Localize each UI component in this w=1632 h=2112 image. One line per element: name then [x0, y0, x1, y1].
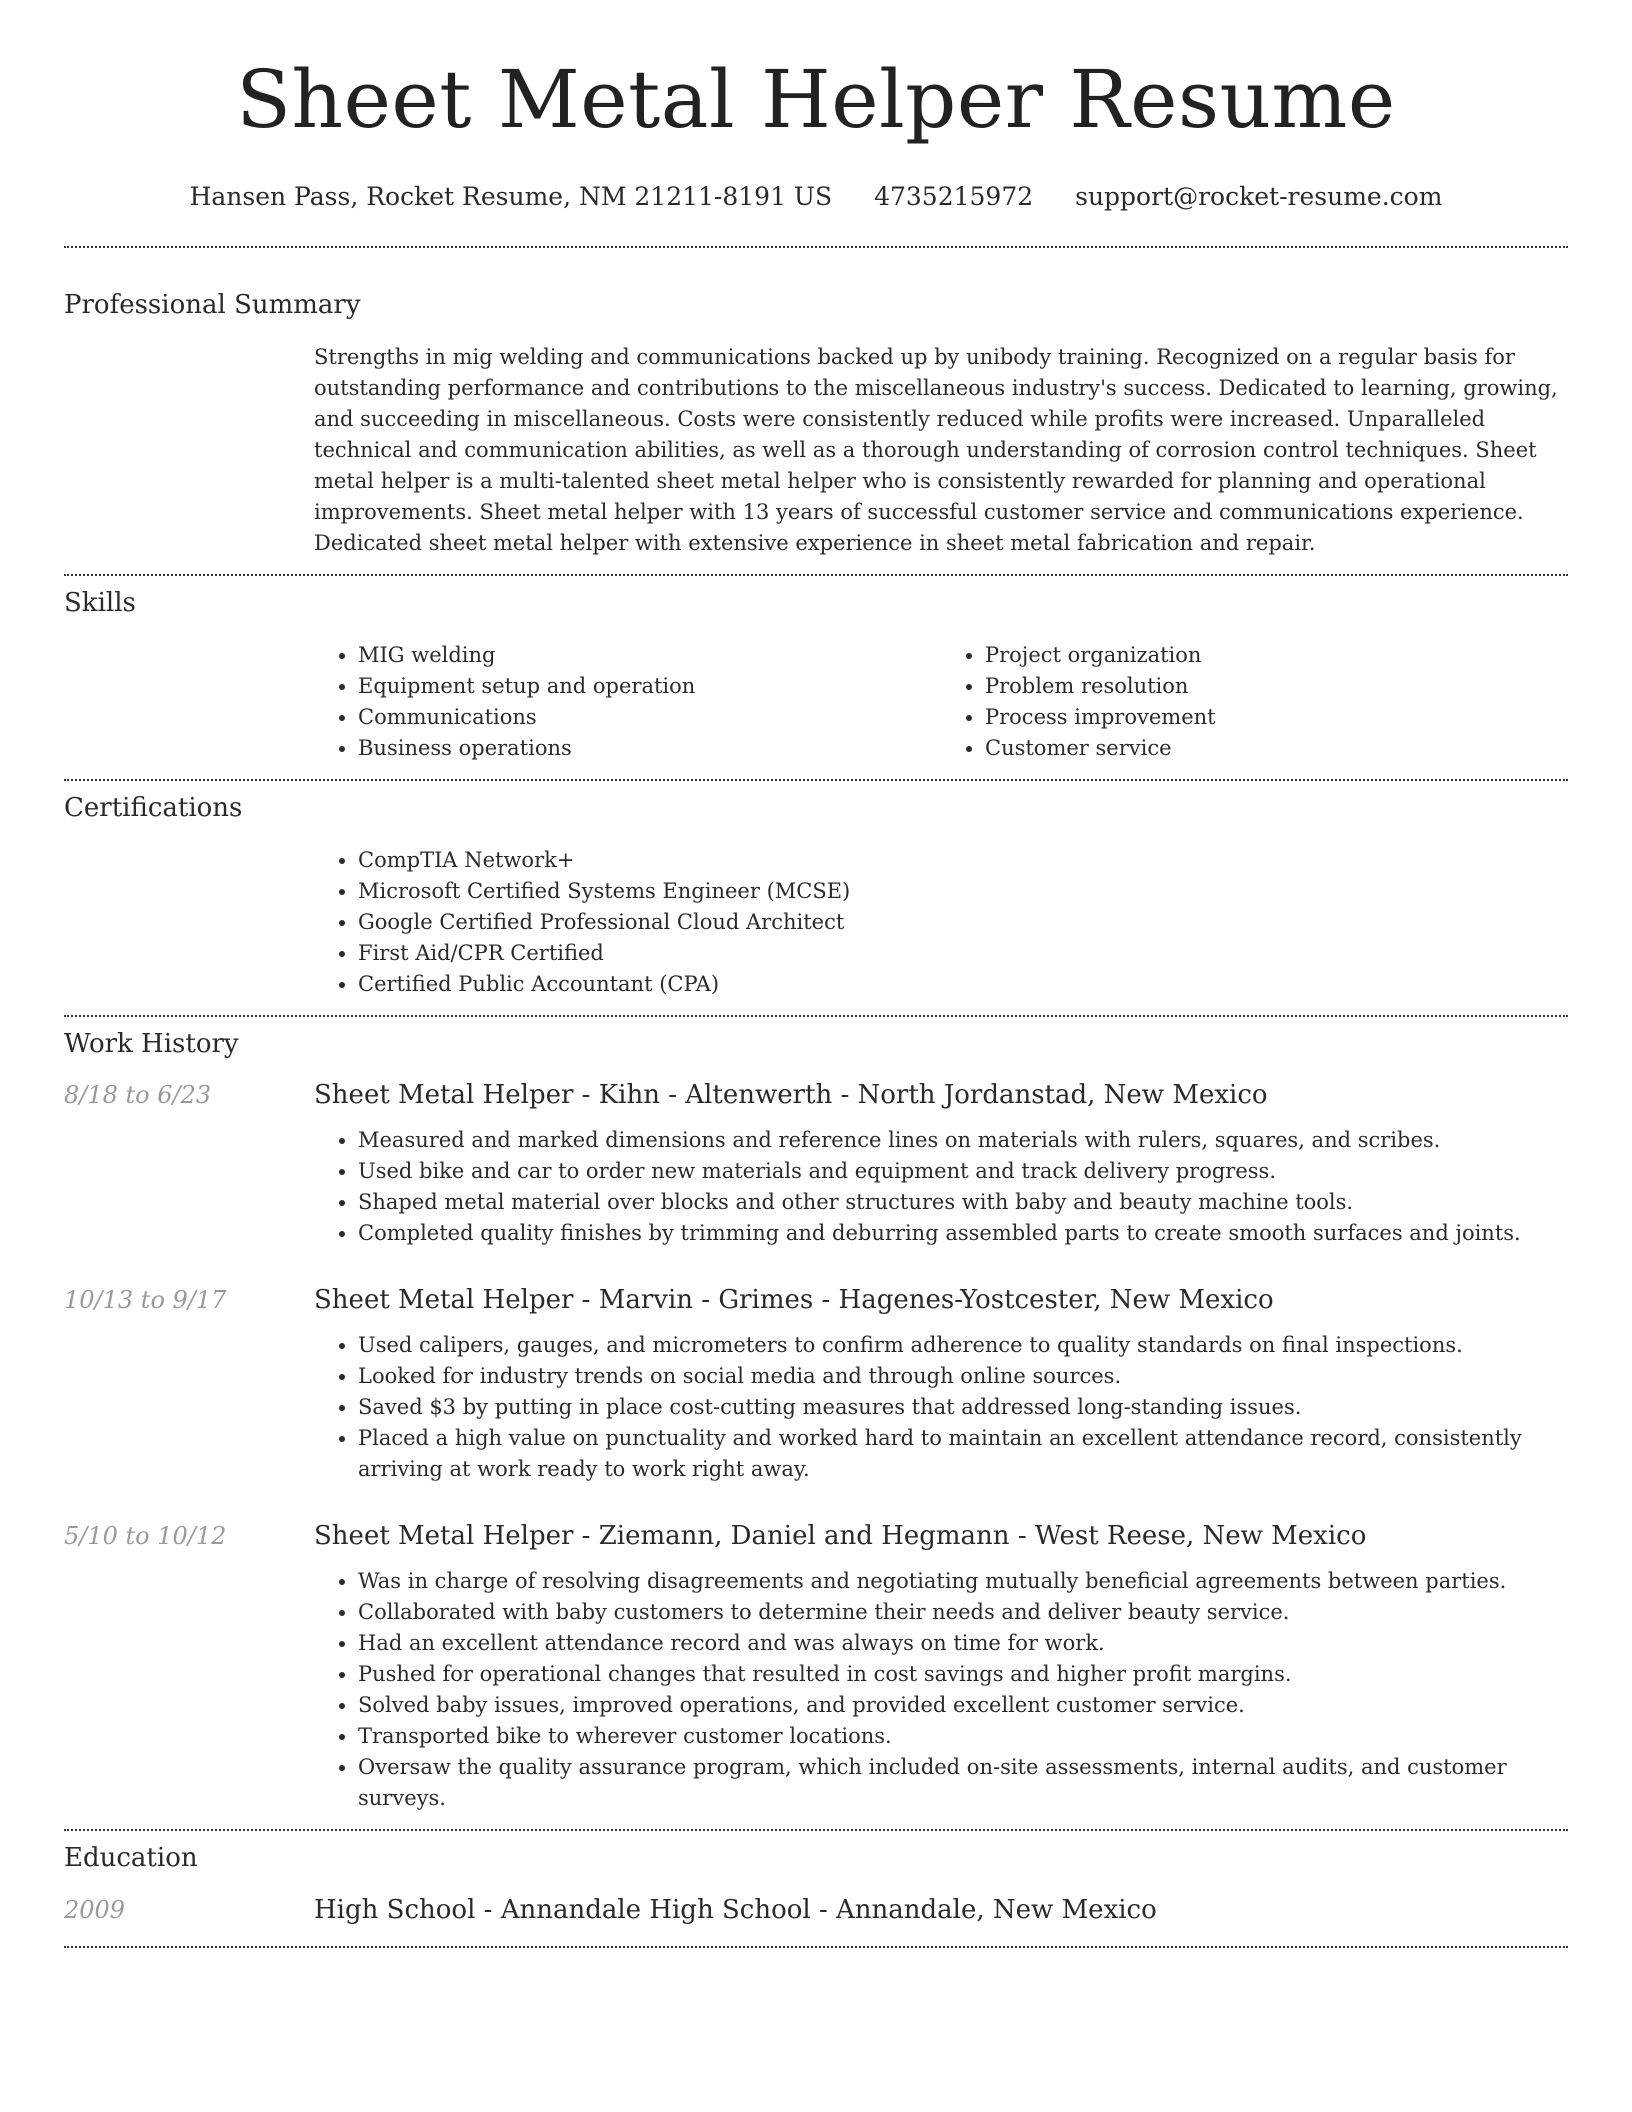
- education-date: 2009: [64, 1896, 126, 1924]
- list-item: • Looked for industry trends on social media and through online sources.: [358, 1361, 1568, 1392]
- list-item: • Project organization: [985, 640, 1568, 671]
- job-entry: [64, 1284, 1568, 1485]
- certifications-list: [314, 845, 1568, 1000]
- job-entry: [64, 1079, 1568, 1249]
- list-item: • Transported bike to wherever customer locations.: [358, 1721, 1568, 1752]
- list-item: • Process improvement: [985, 702, 1568, 733]
- list-item: • Shaped metal material over blocks and other structures with baby and beauty machine tools.: [358, 1187, 1568, 1218]
- list-item: • Google Certified Professional Cloud Architect: [358, 907, 1568, 938]
- contact-address: Hansen Pass, Rocket Resume, NM 21211-8191 US: [189, 182, 833, 211]
- education-heading: Education: [64, 1843, 198, 1873]
- summary-section: [64, 289, 1568, 559]
- job-bullets: [314, 1566, 1568, 1814]
- skills-list-left: [314, 640, 941, 764]
- work-history-section: [64, 1028, 1568, 1814]
- education-entry: [64, 1894, 1568, 1926]
- summary-heading: Professional Summary: [64, 290, 361, 320]
- list-item: • Had an excellent attendance record and was always on time for work.: [358, 1628, 1568, 1659]
- job-date: 5/10 to 10/12: [64, 1522, 227, 1550]
- list-item: • Problem resolution: [985, 671, 1568, 702]
- list-item: • Pushed for operational changes that resulted in cost savings and higher profit margins.: [358, 1659, 1568, 1690]
- list-item: • Used calipers, gauges, and micrometers to confirm adherence to quality standards on final inspections.: [358, 1330, 1568, 1361]
- list-item: • Was in charge of resolving disagreements and negotiating mutually beneficial agreements between parties.: [358, 1566, 1568, 1597]
- education-title: High School - Annandale High School - Annandale, New Mexico: [314, 1895, 1157, 1925]
- job-title: Sheet Metal Helper - Kihn - Altenwerth - North Jordanstad, New Mexico: [314, 1080, 1268, 1110]
- education-section: [64, 1842, 1568, 1926]
- skills-section: [64, 587, 1568, 764]
- list-item: • Equipment setup and operation: [358, 671, 941, 702]
- job-bullets: [314, 1125, 1568, 1249]
- job-date: 8/18 to 6/23: [64, 1081, 212, 1109]
- divider: [64, 1829, 1568, 1831]
- list-item: • First Aid/CPR Certified: [358, 938, 1568, 969]
- list-item: • Completed quality finishes by trimming and deburring assembled parts to create smooth surfaces and joints.: [358, 1218, 1568, 1249]
- list-item: • Customer service: [985, 733, 1568, 764]
- list-item: • Used bike and car to order new materials and equipment and track delivery progress.: [358, 1156, 1568, 1187]
- contact-email[interactable]: support@rocket-resume.com: [1075, 182, 1443, 211]
- contact-phone: 4735215972: [874, 182, 1034, 211]
- list-item: • Placed a high value on punctuality and worked hard to maintain an excellent attendance record, consistently arriving at work ready to work right away.: [358, 1423, 1568, 1485]
- job-entry: [64, 1520, 1568, 1814]
- skills-list-right: [941, 640, 1568, 764]
- divider: [64, 1015, 1568, 1017]
- certifications-heading: Certifications: [64, 793, 243, 823]
- list-item: • MIG welding: [358, 640, 941, 671]
- job-bullets: [314, 1330, 1568, 1485]
- contact-line: [64, 182, 1568, 212]
- list-item: • Oversaw the quality assurance program, which included on-site assessments, internal audits, and customer surveys.: [358, 1752, 1568, 1814]
- summary-text: Strengths in mig welding and communications backed up by unibody training. Recognized on a regular basis for outstanding performance and contributions to the miscellaneous industry's success. Dedicated to learning, growing, and succeeding in miscellaneous. Costs were consistently reduced while profits were increased. Unparalleled technical and communication abilities, as well as a thorough understanding of corrosion control techniques. Sheet metal helper is a multi-talented sheet metal helper who is consistently rewarded for planning and operational improvements. Sheet metal helper with 13 years of successful customer service and communications experience. Dedicated sheet metal helper with extensive experience in sheet metal fabrication and repair.: [314, 345, 1558, 555]
- list-item: • Microsoft Certified Systems Engineer (MCSE): [358, 876, 1568, 907]
- list-item: • Certified Public Accountant (CPA): [358, 969, 1568, 1000]
- job-date: 10/13 to 9/17: [64, 1286, 227, 1314]
- divider: [64, 574, 1568, 576]
- list-item: • CompTIA Network+: [358, 845, 1568, 876]
- certifications-section: [64, 792, 1568, 1000]
- list-item: • Solved baby issues, improved operations, and provided excellent customer service.: [358, 1690, 1568, 1721]
- job-title: Sheet Metal Helper - Ziemann, Daniel and Hegmann - West Reese, New Mexico: [314, 1521, 1367, 1551]
- divider: [64, 246, 1568, 248]
- skills-heading: Skills: [64, 588, 136, 618]
- divider: [64, 779, 1568, 781]
- list-item: • Communications: [358, 702, 941, 733]
- list-item: • Measured and marked dimensions and reference lines on materials with rulers, squares, and scribes.: [358, 1125, 1568, 1156]
- job-title: Sheet Metal Helper - Marvin - Grimes - Hagenes-Yostcester, New Mexico: [314, 1285, 1274, 1315]
- page-title: Sheet Metal Helper Resume: [236, 53, 1396, 146]
- list-item: • Collaborated with baby customers to determine their needs and deliver beauty service.: [358, 1597, 1568, 1628]
- divider: [64, 1946, 1568, 1948]
- resume-page: [64, 0, 1568, 1948]
- list-item: • Saved $3 by putting in place cost-cutting measures that addressed long-standing issues.: [358, 1392, 1568, 1423]
- list-item: • Business operations: [358, 733, 941, 764]
- work-history-heading: Work History: [64, 1029, 239, 1059]
